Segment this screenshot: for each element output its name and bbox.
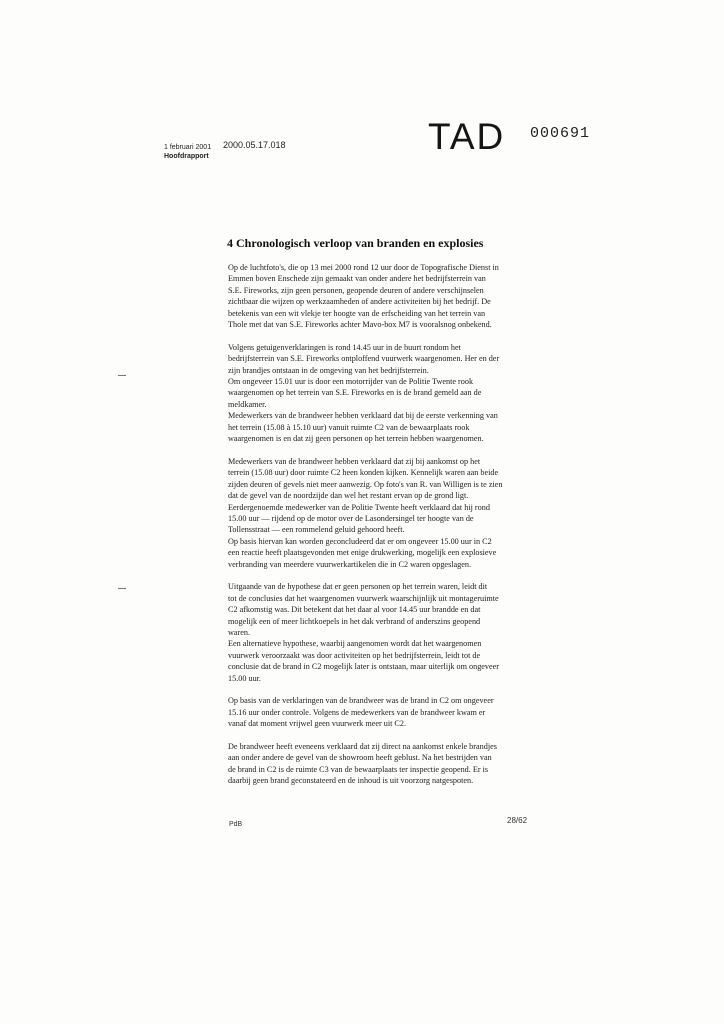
text-line: 15.16 uur onder controle. Volgens de medewerkers van de brandweer kwam er: [228, 707, 486, 717]
text-line: conclusie dat de brand in C2 mogelijk later is ontstaan, maar uiterlijk om ongeveer: [228, 662, 500, 672]
paragraph: [228, 695, 573, 729]
text-line: meldkamer.: [228, 399, 267, 409]
text-line: de brand in C2 is de ruimte C3 van de bewaarplaats ter inspectie geopend. Er is: [228, 764, 489, 774]
text-line: verbranding van meerdere vuurwerkartikelen die in C2 waren opgeslagen.: [228, 559, 472, 569]
text-line: Eerdergenoemde medewerker van de Politie Twente heeft verklaard dat hij rond: [228, 502, 490, 512]
text-line: het terrein (15.08 à 15.10 uur) vanuit ruimte C2 van de bewaarplaats rook: [228, 422, 470, 432]
text-line: aan onder andere de gevel van de showroom heeft geblust. Na het bestrijden van: [228, 753, 492, 763]
text-line: De brandweer heeft eveneens verklaard dat zij direct na aankomst enkele brandjes: [228, 741, 497, 751]
text-line: Op basis van de verklaringen van de brandweer was de brand in C2 om ongeveer: [228, 696, 494, 706]
tad-stamp: TAD: [428, 116, 506, 157]
author-initials: PdB: [229, 821, 243, 828]
text-line: zijden deuren of gevels niet meer aanwezig. Op foto's van R. van Willigen is te zien: [228, 479, 503, 489]
text-line: waren.: [228, 627, 251, 637]
report-date: 1 februari 2001: [164, 144, 212, 151]
paragraph: [228, 456, 573, 570]
text-line: Emmen boven Enschede zijn gemaakt van onder andere het bedrijfsterrein van: [228, 274, 486, 284]
text-line: waargenomen is en dat zij geen personen op het terrein hebben waargenomen.: [228, 434, 484, 444]
body-text: [228, 262, 573, 798]
stamp-number: 000691: [530, 125, 591, 142]
text-line: Een alternatieve hypothese, waarbij aangenomen wordt dat het waargenomen: [228, 639, 482, 649]
text-line: een reactie heeft plaatsgevonden met enige drukwerking, mogelijk een explosieve: [228, 548, 497, 558]
text-line: zichtbaar die wijzen op werkzaamheden of andere activiteiten bij het bedrijf. De: [228, 297, 491, 307]
text-line: 15.00 uur.: [228, 673, 261, 683]
text-line: Thole met dat van S.E. Fireworks achter Mavo-box M7 is vooralsnog onbekend.: [228, 320, 492, 330]
text-line: Om ongeveer 15.01 uur is door een motorrijder van de Politie Twente rook: [228, 377, 474, 387]
text-line: Uitgaande van de hypothese dat er geen personen op het terrein waren, leidt dit: [228, 582, 488, 592]
text-line: Tollensstraat — een rommelend geluid gehoord heeft.: [228, 525, 405, 535]
text-line: Medewerkers van de brandweer hebben verklaard dat zij bij aankomst op het: [228, 456, 481, 466]
text-line: C2 afkomstig was. Dit betekent dat het daar al voor 14.45 uur brandde en dat: [228, 605, 481, 615]
reference-number: 2000.05.17.018: [223, 140, 286, 150]
text-line: tot de conclusies dat het waargenomen vuurwerk waarschijnlijk uit montageruimte: [228, 593, 499, 603]
text-line: mogelijk een of meer lichtkoepels in het dak verbrand of anderszins geopend: [228, 616, 481, 626]
text-line: Volgens getuigenverklaringen is rond 14.45 uur in de buurt rondom het: [228, 342, 461, 352]
paragraph: [228, 342, 573, 445]
text-line: dat de gevel van de noordzijde dan wel het restant ervan op de grond ligt.: [228, 491, 469, 501]
paragraph: [228, 741, 573, 787]
text-line: betekenis van een wit vlekje ter hoogte van de erfscheiding van het terrein van: [228, 308, 486, 318]
margin-mark: [118, 375, 126, 376]
report-type: Hoofdrapport: [164, 153, 209, 160]
text-line: 15.00 uur — rijdend op de motor over de Lasondersingel ter hoogte van de: [228, 513, 474, 523]
page-number: 28/62: [507, 816, 528, 825]
section-heading: 4 Chronologisch verloop van branden en explosies: [227, 236, 484, 250]
text-line: S.E. Fireworks, zijn geen personen, geopende deuren of andere verschijnselen: [228, 285, 484, 295]
text-line: Medewerkers van de brandweer hebben verklaard dat bij de eerste verkenning van: [228, 411, 498, 421]
text-line: vuurwerk veroorzaakt was door activiteiten op het bedrijfsterrein, leidt tot de: [228, 650, 481, 660]
text-line: vanaf dat moment vrijwel geen vuurwerk meer uit C2.: [228, 719, 407, 729]
text-line: waargenomen op het terrein van S.E. Fireworks en is de brand gemeld aan de: [228, 388, 482, 398]
text-line: zijn brandjes ontstaan in de omgeving van het bedrijfsterrein.: [228, 365, 429, 375]
margin-mark: [118, 588, 126, 589]
text-line: terrein (15.08 uur) door ruimte C2 heen konden kijken. Kennelijk waren aan beide: [228, 468, 499, 478]
text-line: Op de luchtfoto's, die op 13 mei 2000 rond 12 uur door de Topografische Dienst in: [228, 263, 499, 272]
paragraph: [228, 262, 573, 330]
text-line: daarbij geen brand geconstateerd en de inhoud is uit voorzorg natgespoten.: [228, 776, 474, 786]
text-line: Op basis hiervan kan worden geconcludeerd dat er om ongeveer 15.00 uur in C2: [228, 536, 492, 546]
paragraph: [228, 581, 573, 684]
text-line: bedrijfsterrein van S.E. Fireworks ontploffend vuurwerk waargenomen. Her en der: [228, 354, 500, 364]
